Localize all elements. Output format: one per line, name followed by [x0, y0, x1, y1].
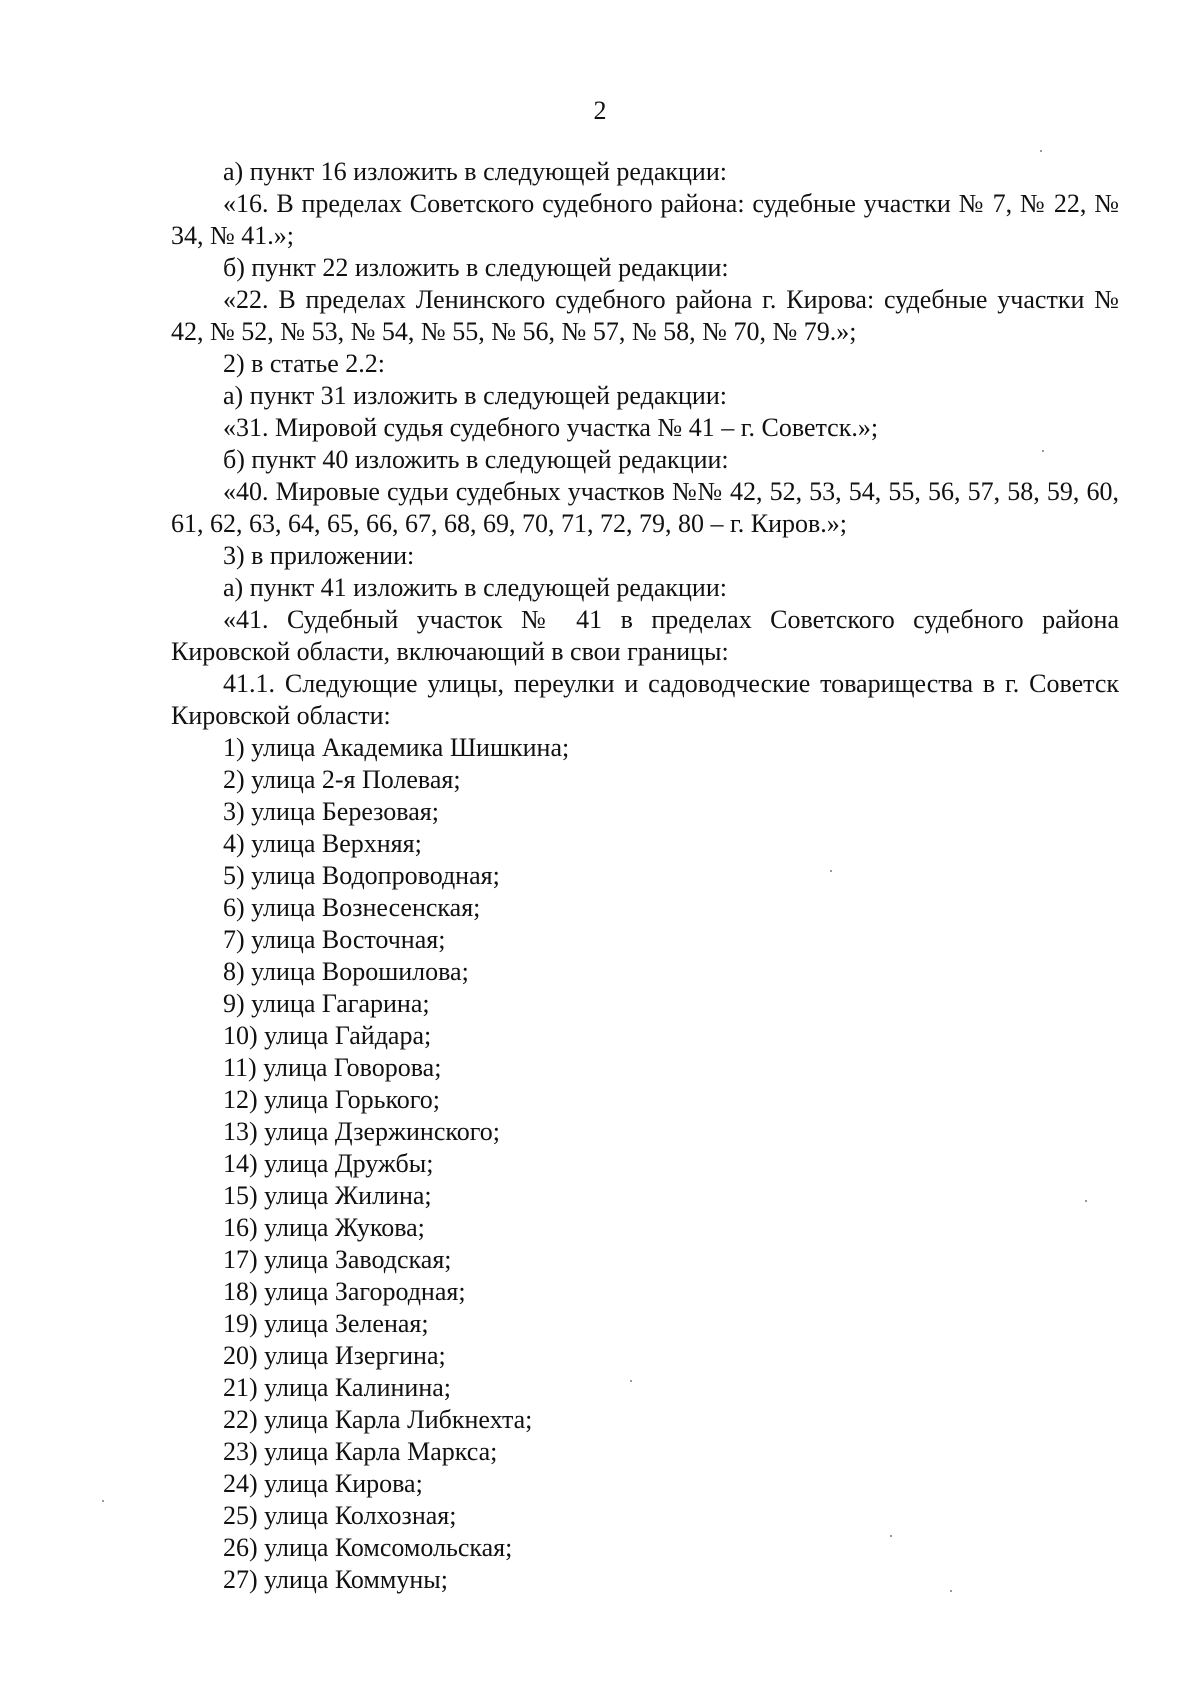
paragraph: «41. Судебный участок № 41 в пределах Советского судебного района Кировской области, включающий в свои границы:: [171, 605, 1119, 666]
scan-speck: [950, 1590, 952, 1592]
street-list-item: 5) улица Водопроводная;: [223, 861, 500, 890]
street-list-item: 20) улица Изергина;: [223, 1341, 446, 1370]
paragraph: «31. Мировой судья судебного участка № 41 – г. Советск.»;: [223, 413, 879, 442]
paragraph: а) пункт 16 изложить в следующей редакции:: [223, 157, 727, 186]
paragraph: б) пункт 40 изложить в следующей редакции:: [223, 445, 729, 474]
street-list-item: 22) улица Карла Либкнехта;: [223, 1405, 533, 1434]
scan-speck: [1042, 450, 1044, 452]
scan-speck: [102, 1500, 104, 1502]
street-list-item: 18) улица Загородная;: [223, 1277, 466, 1306]
paragraph: «16. В пределах Советского судебного района: судебные участки № 7, № 22, № 34, № 41.»;: [171, 189, 1119, 250]
paragraph: 41.1. Следующие улицы, переулки и садоводческие товарищества в г. Советск Кировской области:: [171, 669, 1119, 730]
street-list-item: 9) улица Гагарина;: [223, 989, 430, 1018]
street-list-item: 23) улица Карла Маркса;: [223, 1437, 498, 1466]
paragraph: а) пункт 31 изложить в следующей редакции:: [223, 381, 727, 410]
street-list-item: 17) улица Заводская;: [223, 1245, 452, 1274]
scan-speck: [1085, 1200, 1087, 1202]
paragraph: «40. Мировые судьи судебных участков №№ 42, 52, 53, 54, 55, 56, 57, 58, 59, 60, 61, 62, 63, 64, 65, 66, 67, 68, 69, 70, 71, 72, 79, 80 – г. Киров.»;: [171, 477, 1119, 538]
page-number: 2: [593, 96, 607, 125]
scan-speck: [830, 870, 832, 872]
street-list-item: 10) улица Гайдара;: [223, 1021, 432, 1050]
street-list-item: 11) улица Говорова;: [223, 1053, 442, 1082]
street-list-item: 24) улица Кирова;: [223, 1469, 423, 1498]
street-list-item: 14) улица Дружбы;: [223, 1149, 434, 1178]
street-list-item: 2) улица 2-я Полевая;: [223, 765, 461, 794]
street-list-item: 26) улица Комсомольская;: [223, 1533, 513, 1562]
street-list-item: 13) улица Дзержинского;: [223, 1117, 500, 1146]
paragraph: «22. В пределах Ленинского судебного района г. Кирова: судебные участки № 42, № 52, № 53, № 54, № 55, № 56, № 57, № 58, № 70, № 79.»;: [171, 285, 1119, 346]
paragraph: 2) в статье 2.2:: [223, 349, 386, 378]
scan-speck: [630, 1380, 632, 1382]
scan-speck: [1040, 150, 1042, 152]
street-list-item: 6) улица Вознесенская;: [223, 893, 481, 922]
street-list-item: 4) улица Верхняя;: [223, 829, 422, 858]
document-body: [171, 156, 1119, 1596]
paragraph: 3) в приложении:: [223, 541, 415, 570]
paragraph: б) пункт 22 изложить в следующей редакции:: [223, 253, 729, 282]
street-list-item: 27) улица Коммуны;: [223, 1565, 448, 1594]
street-list-item: 15) улица Жилина;: [223, 1181, 432, 1210]
street-list-item: 3) улица Березовая;: [223, 797, 439, 826]
street-list-item: 25) улица Колхозная;: [223, 1501, 457, 1530]
paragraph: а) пункт 41 изложить в следующей редакции:: [223, 573, 727, 602]
street-list-item: 19) улица Зеленая;: [223, 1309, 429, 1338]
street-list-item: 12) улица Горького;: [223, 1085, 441, 1114]
street-list-item: 1) улица Академика Шишкина;: [223, 733, 570, 762]
street-list-item: 21) улица Калинина;: [223, 1373, 452, 1402]
street-list-item: 16) улица Жукова;: [223, 1213, 425, 1242]
street-list-item: 8) улица Ворошилова;: [223, 957, 469, 986]
street-list-item: 7) улица Восточная;: [223, 925, 446, 954]
scan-speck: [890, 1535, 892, 1537]
